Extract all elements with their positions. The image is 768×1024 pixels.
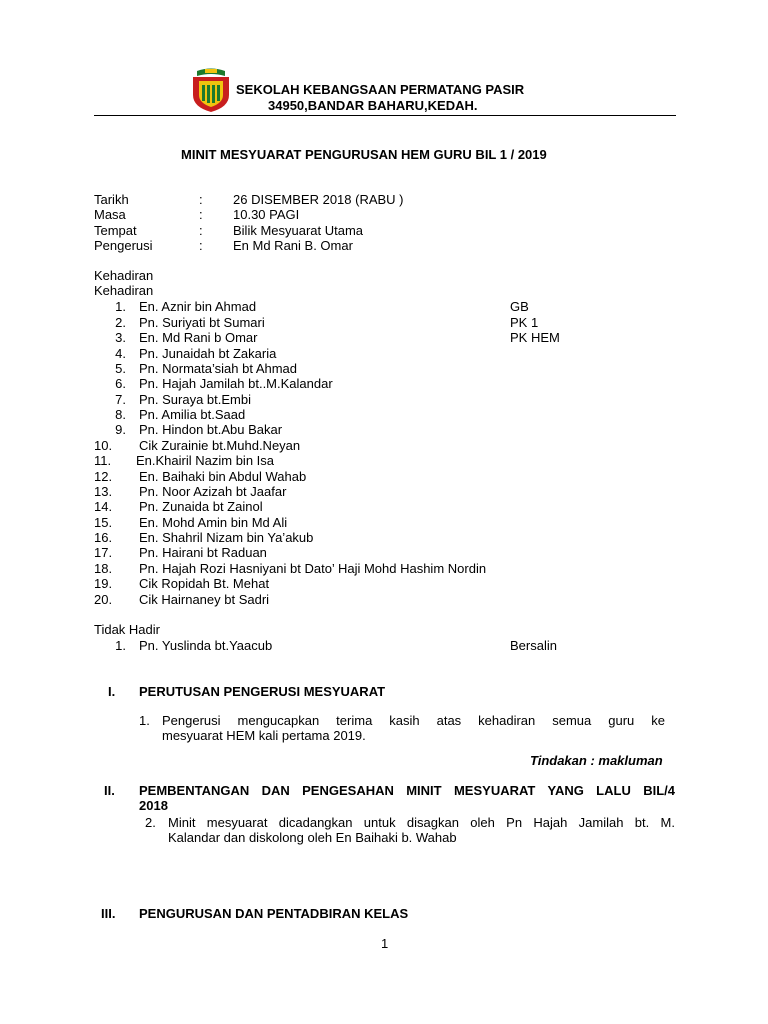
school-crest-logo (191, 67, 231, 113)
meta-value: 26 DISEMBER 2018 (RABU ) (233, 192, 404, 207)
section-numeral: III. (101, 906, 116, 921)
list-item-name: En. Md Rani b Omar (139, 330, 258, 345)
list-item-name: Cik Zurainie bt.Muhd.Neyan (139, 438, 301, 453)
meta-label: Tarikh (94, 192, 129, 207)
meta-label: Masa (94, 207, 126, 222)
meta-label: Pengerusi (94, 238, 153, 253)
section-item-text-continued: Kalandar dan diskolong oleh En Baihaki b. Wahab (168, 830, 457, 845)
list-item-name: Pn. Suriyati bt Sumari (139, 315, 265, 330)
list-item-name: Pn. Noor Azizah bt Jaafar (139, 484, 287, 499)
list-item-number: 8. (115, 407, 126, 422)
list-item-number: 13. (94, 484, 113, 499)
list-item-number: 16. (94, 530, 113, 545)
section-numeral: II. (104, 783, 115, 798)
list-item-name: Pn. Hindon bt.Abu Bakar (139, 422, 283, 437)
list-item-number: 18. (94, 561, 113, 576)
list-item-number: 12. (94, 469, 113, 484)
list-item-name: Pn. Zunaida bt Zainol (139, 499, 263, 514)
section-item-text-continued: mesyuarat HEM kali pertama 2019. (162, 728, 366, 743)
list-item-number: 9. (115, 422, 126, 437)
list-item-name: Pn. Amilia bt.Saad (139, 407, 246, 422)
list-item-number: 20. (94, 592, 113, 607)
list-item-number: 10. (94, 438, 113, 453)
list-item-name: Pn. Hairani bt Raduan (139, 545, 267, 560)
list-item-number: 14. (94, 499, 113, 514)
list-item-number: 1. (115, 299, 126, 314)
list-item-name: En. Shahril Nizam bin Ya’akub (139, 530, 314, 545)
section-title: PEMBENTANGAN DAN PENGESAHAN MINIT MESYUARAT YANG LALU BIL/4 (139, 783, 675, 798)
list-item-name: Pn. Normata’siah bt Ahmad (139, 361, 298, 376)
section-title: PENGURUSAN DAN PENTADBIRAN KELAS (139, 906, 409, 921)
list-item-number: 3. (115, 330, 126, 345)
list-item-name: Cik Hairnaney bt Sadri (139, 592, 270, 607)
school-address: 34950,BANDAR BAHARU,KEDAH. (268, 98, 478, 113)
page-number: 1 (381, 936, 389, 951)
list-item-name: En. Baihaki bin Abdul Wahab (139, 469, 307, 484)
list-item-number: 4. (115, 346, 126, 361)
list-item-number: 6. (115, 376, 126, 391)
section-numeral: I. (108, 684, 116, 699)
action-note: Tindakan : makluman (530, 753, 663, 768)
list-item-role: GB (510, 299, 529, 314)
attendance-heading: Kehadiran (94, 268, 154, 283)
list-item-role: PK HEM (510, 330, 560, 345)
meta-separator: : (199, 207, 203, 222)
list-item-role: PK 1 (510, 315, 539, 330)
absent-item-reason: Bersalin (510, 638, 557, 653)
list-item-number: 11. (94, 453, 112, 468)
attendance-subheading: Kehadiran (94, 283, 154, 298)
section-title-continued: 2018 (139, 798, 168, 813)
meta-separator: : (199, 223, 203, 238)
meta-label: Tempat (94, 223, 137, 238)
page-title: MINIT MESYUARAT PENGURUSAN HEM GURU BIL 1 / 2019 (181, 147, 547, 162)
school-name: SEKOLAH KEBANGSAAN PERMATANG PASIR (236, 82, 525, 97)
meta-value: En Md Rani B. Omar (233, 238, 353, 253)
list-item-name: Pn. Hajah Rozi Hasniyani bt Dato’ Haji Mohd Hashim Nordin (139, 561, 487, 576)
list-item-number: 2. (115, 315, 126, 330)
list-item-name: En. Aznir bin Ahmad (139, 299, 257, 314)
list-item-number: 7. (115, 392, 126, 407)
list-item-name: Pn. Suraya bt.Embi (139, 392, 251, 407)
list-item-name: En.Khairil Nazim bin Isa (136, 453, 274, 468)
absent-heading: Tidak Hadir (94, 622, 160, 637)
meta-value: Bilik Mesyuarat Utama (233, 223, 364, 238)
meta-value: 10.30 PAGI (233, 207, 300, 222)
meta-separator: : (199, 192, 203, 207)
section-item-number: 2. (145, 815, 156, 830)
section-item-number: 1. (139, 713, 150, 728)
list-item-number: 5. (115, 361, 126, 376)
absent-item-name: Pn. Yuslinda bt.Yaacub (139, 638, 273, 653)
meta-separator: : (199, 238, 203, 253)
list-item-number: 19. (94, 576, 113, 591)
list-item-name: Pn. Hajah Jamilah bt..M.Kalandar (139, 376, 333, 391)
header-divider (94, 115, 676, 116)
list-item-name: En. Mohd Amin bin Md Ali (139, 515, 288, 530)
section-title: PERUTUSAN PENGERUSI MESYUARAT (139, 684, 386, 699)
section-item-text: Minit mesyuarat dicadangkan untuk disagkan oleh Pn Hajah Jamilah bt. M. (168, 815, 675, 830)
absent-item-number: 1. (115, 638, 126, 653)
list-item-name: Pn. Junaidah bt Zakaria (139, 346, 277, 361)
list-item-number: 17. (94, 545, 113, 560)
list-item-name: Cik Ropidah Bt. Mehat (139, 576, 270, 591)
list-item-number: 15. (94, 515, 113, 530)
section-item-text: Pengerusi mengucapkan terima kasih atas kehadiran semua guru ke (162, 713, 665, 728)
